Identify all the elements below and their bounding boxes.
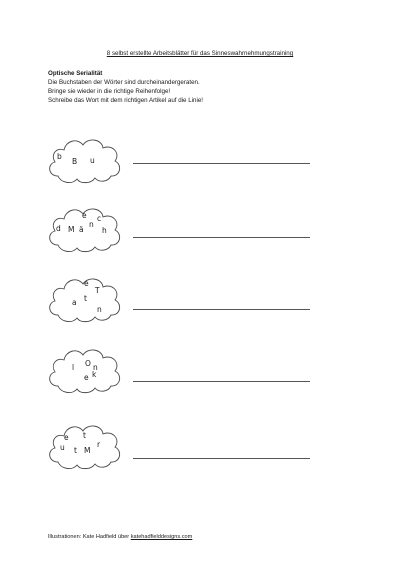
cloud-icon: [44, 342, 124, 398]
answer-line[interactable]: [133, 163, 310, 164]
exercise-1: [44, 132, 344, 188]
instructions-block: [48, 69, 203, 105]
exercise-5: [44, 418, 344, 474]
answer-line[interactable]: [133, 458, 310, 459]
cloud-icon: [44, 418, 124, 474]
footer-credit: [48, 534, 192, 540]
footer-link[interactable]: katehadfielddesigns.com: [130, 534, 193, 540]
instruction-line: Schreibe das Wort mit dem richtigen Artikel auf die Linie!: [48, 97, 203, 104]
answer-line[interactable]: [133, 381, 310, 382]
instruction-line: Die Buchstaben der Wörter sind durcheinandergeraten.: [48, 79, 200, 86]
letter: M: [84, 446, 91, 455]
letter: ä: [79, 225, 84, 234]
letter: n: [93, 363, 98, 372]
letter: r: [97, 440, 101, 449]
exercise-2: [44, 201, 344, 257]
letter: e: [84, 279, 89, 288]
letter: n: [97, 305, 102, 314]
letter: O: [85, 359, 91, 368]
footer-credit-text: Illustrationen: Kate Hadfield über: [48, 534, 130, 540]
letter: e: [84, 373, 89, 382]
letter: T: [95, 286, 100, 295]
letter: a: [72, 298, 77, 307]
answer-line[interactable]: [133, 237, 310, 238]
section-heading: Optische Serialität: [48, 70, 103, 77]
cloud-icon: [44, 271, 124, 327]
instruction-line: Bringe sie wieder in die richtige Reihenfolge!: [48, 88, 171, 95]
letter: M: [68, 225, 75, 234]
answer-line[interactable]: [133, 309, 310, 310]
letter: b: [57, 152, 62, 161]
letter: e: [64, 433, 69, 442]
letter: u: [90, 156, 95, 165]
letter: e: [82, 211, 87, 220]
letter: c: [97, 214, 102, 223]
letter: n: [89, 220, 94, 229]
letter: u: [60, 443, 65, 452]
letter: t: [83, 431, 86, 440]
letter: t: [84, 294, 87, 303]
letter: t: [74, 446, 77, 455]
letter: k: [92, 370, 97, 379]
page-title: 8 selbst erstellte Arbeitsblätter für das Sinneswahrnehmungstraining: [106, 50, 294, 57]
letter: l: [72, 363, 75, 372]
cloud-icon: [44, 201, 124, 257]
exercise-3: [44, 271, 344, 327]
exercise-4: [44, 342, 344, 398]
letter: h: [102, 226, 107, 235]
letter: B: [72, 157, 78, 166]
letter: d: [56, 224, 61, 233]
cloud-icon: [44, 132, 124, 188]
